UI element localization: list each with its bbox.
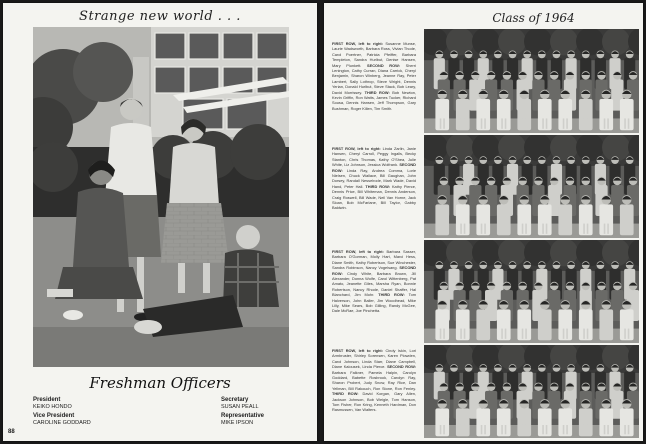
officer-name: CAROLINE GODDARD	[33, 420, 91, 426]
class-group-photo	[424, 345, 639, 438]
caption-text: Barbara Falkner, Pamela Halpin, Carolyn Goddard, Babette Rosbrook, Carolyn Ray, Sharon Probert, Judy Snow, Ray Rice, Dan Yellman, Bill Rakouch, Ron Stone, Ron Fenley.	[332, 369, 416, 391]
freshman-officers-photo	[33, 27, 289, 367]
caption-text: Barbara Sasser, Barbara O'Gorman, Molly Hart, Marci Hess, Diane Smith, Kathy Robertson, Sue Winchester, Sandra Robinson, Nancy Vogelsang.	[332, 249, 416, 271]
caption-text: Kathy Pierce, Dennis Price, Bill Whiteman, Dennis Anderson, Craig Roswell, Bill Wade, Neil Van Horne, Jack Sloan, Bob McFarlane, Bill Taylor, Gabby Baldwin.	[332, 183, 416, 211]
caption-text: Cindy White, Barbara Brown, Jill Alexander, Donna Wolfe, Carol Wittenberg, Pat Amato, Jeanette Giles, Marsha Ryan, Bonnie Robertson, Nancy Rhode, Daniel Shaffer, Hal Blanchard, Jim Mohr.	[332, 270, 416, 298]
caption-key: SECOND ROW:	[332, 162, 416, 173]
caption-key: SECOND ROW:	[367, 62, 401, 68]
caption-group-2	[332, 146, 416, 211]
caption-key: THIRD ROW:	[364, 89, 390, 95]
page-number: 88	[8, 429, 15, 435]
officer-representative	[221, 413, 264, 427]
caption-group-3	[332, 249, 416, 314]
officer-name: SUSAN PEALL	[221, 404, 259, 410]
officer-name: KEIKO HONDO	[33, 404, 72, 410]
caption-group-4	[332, 348, 416, 413]
caption-key: FIRST ROW, left to right:	[332, 249, 384, 254]
caption-key: SECOND ROW:	[332, 265, 416, 276]
officer-role: President	[33, 397, 61, 403]
officer-name: MIKE IPSON	[221, 420, 254, 426]
caption-key: FIRST ROW, left to right:	[332, 348, 384, 353]
caption-key: THIRD ROW:	[365, 183, 390, 189]
right-page	[324, 3, 643, 441]
class-group-photo	[424, 29, 639, 133]
class-group-photo	[424, 135, 639, 238]
caption-key: SECOND ROW:	[387, 364, 416, 370]
caption-key: FIRST ROW, left to right:	[332, 146, 381, 151]
section-title: Freshman Officers	[89, 374, 231, 392]
caption-key: THIRD ROW:	[378, 292, 405, 298]
caption-text: Linda Ray, Andrea Comma, Lorie Nielsen, Chuck Wallace, Bill Gaughan, John Dorsey, Randall Nesselrode, Mark Wade, David Hand, Peter Hall.	[332, 167, 416, 189]
caption-text: Cindy Iskin, Lori Armbruster, Shirley Sorensen, Karen Plowden, Carol Johnson, Linda Starr, Diane Campbell, Diane Kalousek, Linda Pierce.	[332, 348, 416, 370]
officer-president	[33, 397, 72, 411]
class-group-photo	[424, 240, 639, 343]
caption-key: THIRD ROW:	[332, 391, 359, 397]
caption-text: David Korgan, Gary Allen, Jackson Johnson, Bob Weigle, Tom Hanson, Tom Fisher, Ron Kring, Kenneth Hardman, Don Rasmussen, Van Walters.	[332, 391, 416, 413]
caption-group-1	[332, 41, 416, 111]
caption-text: Sherri Lenington, Cathy Curran, Diana Carrick, Cheryl Benjamin, Sharon Winberg, Jeanne Ray, Peter Lambert, Sally Lothrop, Steve Wright, Dennis Yerian, Donald Hurlbut, Steve Stack, Bob Leary, David Morrissey.	[332, 62, 417, 95]
caption-text: Susanne Munse, Laurie Wadsworth, Barbara Ross, Vivian Thode, Carol Poertner, Patricia Pfeiffer, Barbara Templeton, Sandra Hurlbut, Denise Hansen, Mary Plunkett.	[332, 41, 416, 68]
right-page-header: Class of 1964	[492, 11, 575, 25]
officer-role: Representative	[221, 413, 265, 419]
caption-text: Bob Newton, Kevin Griffin, Ron Watts, James Tucker, Richard Sousa, Dennis Hansen, Jeff Thompson, Gary Bushman, Roger Killen, Tim Smith.	[332, 89, 417, 111]
officer-role: Vice President	[33, 413, 75, 419]
left-page	[3, 3, 317, 441]
caption-text: Linda Zarlin, Janie Hansen, Cheryl Carroll, Peggy Ingalls, Becky Stanton, Chris Thomas, Kathy O'Shea, Julie White, Liz Johnson, Jessica Wolfrank.	[332, 146, 417, 168]
officer-vice-president	[33, 413, 91, 427]
caption-text: Tom Halverson, John Baller, Jim Woodhead, Mike Lilly, Mike Sears, Bob Gilling, Randy McGee, Dale McRae, Joe Pinchetta.	[332, 292, 416, 314]
officer-secretary	[221, 397, 259, 411]
officer-role: Secretary	[221, 397, 249, 403]
left-page-header: Strange new world . . .	[79, 9, 241, 24]
caption-key: FIRST ROW, left to right:	[332, 41, 383, 46]
